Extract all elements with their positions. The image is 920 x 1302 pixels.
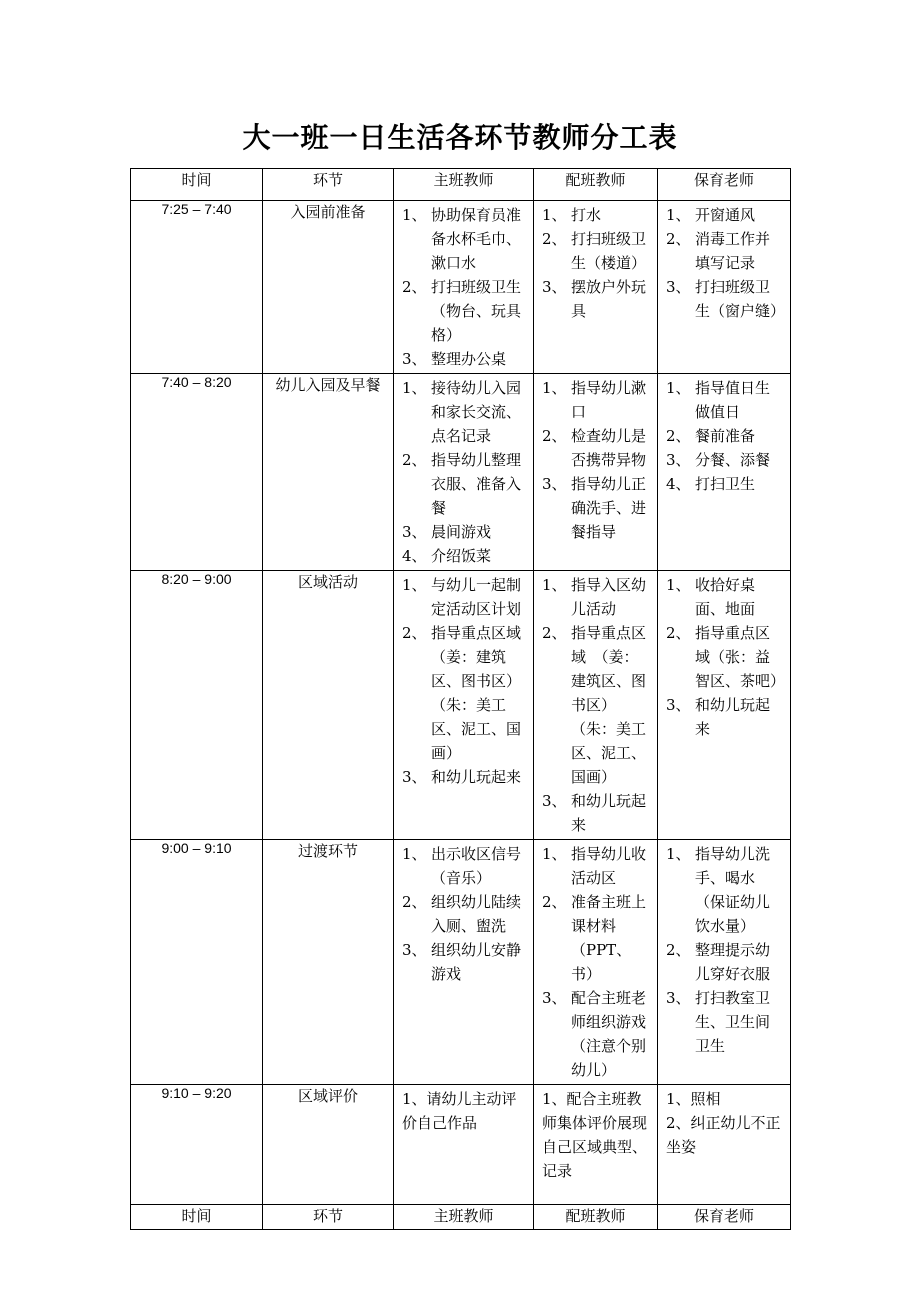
task-number: 2、 <box>402 451 427 469</box>
header-assistant-teacher: 配班教师 <box>534 169 658 201</box>
task-text: 纠正幼儿不正坐姿 <box>666 1114 781 1156</box>
task-number: 3、 <box>402 523 427 541</box>
task-item <box>542 472 651 544</box>
task-item <box>402 573 527 621</box>
task-text: 指导幼儿正确洗手、进餐指导 <box>571 475 647 541</box>
caregiver-task-cell <box>658 374 791 571</box>
task-item <box>542 275 651 323</box>
task-number: 1、 <box>402 1090 427 1108</box>
task-number: 2、 <box>402 278 427 296</box>
table-row <box>131 840 791 1085</box>
task-text: 打扫班级卫生（窗户缝） <box>695 278 786 320</box>
task-number: 3、 <box>402 941 427 959</box>
task-text: 整理提示幼儿穿好衣服 <box>695 941 771 983</box>
header-caregiver: 保育老师 <box>658 169 791 201</box>
task-number: 3、 <box>542 278 567 296</box>
task-item <box>402 203 527 275</box>
segment-cell: 过渡环节 <box>263 840 394 1085</box>
task-item <box>542 1087 651 1183</box>
task-text: 打扫卫生 <box>695 475 756 493</box>
task-text: 配合主班教师集体评价展现自己区域典型、记录 <box>542 1090 648 1180</box>
lead-task-list <box>394 840 533 988</box>
task-item <box>542 376 651 424</box>
caregiver-task-list <box>658 1085 790 1161</box>
task-text: 配合主班老师组织游戏（注意个别幼儿） <box>571 989 647 1079</box>
table-row <box>131 374 791 571</box>
task-number: 3、 <box>666 989 691 1007</box>
caregiver-task-list <box>658 840 790 1060</box>
task-item <box>666 1111 784 1159</box>
task-item <box>542 789 651 837</box>
time-cell: 7:40 – 8:20 <box>131 374 263 571</box>
assistant-task-list <box>534 374 657 546</box>
task-item <box>666 203 784 227</box>
task-item <box>666 472 784 496</box>
task-text: 摆放户外玩具 <box>571 278 647 320</box>
task-number: 1、 <box>542 845 567 863</box>
task-item <box>402 765 527 789</box>
task-number: 3、 <box>402 768 427 786</box>
table-row <box>131 571 791 840</box>
task-number: 2、 <box>666 624 691 642</box>
task-item <box>402 275 527 347</box>
task-item <box>666 573 784 621</box>
task-number: 3、 <box>542 989 567 1007</box>
task-text: 指导入区幼儿活动 <box>571 576 647 618</box>
task-item <box>402 347 527 371</box>
task-number: 3、 <box>666 696 691 714</box>
footer-header-row <box>131 1205 791 1230</box>
task-text: 指导重点区域 （姜：建筑区、图书区）（朱：美工区、泥工、国画） <box>571 624 647 786</box>
caregiver-task-list <box>658 201 790 325</box>
lead-task-list <box>394 571 537 791</box>
task-text: 指导值日生做值日 <box>695 379 771 421</box>
task-text: 指导重点区域（张：益智区、茶吧） <box>695 624 786 690</box>
header-segment: 环节 <box>263 169 394 201</box>
task-item <box>666 424 784 448</box>
lead-task-cell <box>394 201 534 374</box>
task-item <box>666 1087 784 1111</box>
task-text: 打扫班级卫生（楼道） <box>571 230 647 272</box>
task-item <box>402 544 527 568</box>
task-text: 出示收区信号（音乐） <box>431 845 522 887</box>
task-number: 2、 <box>542 893 567 911</box>
task-item <box>666 227 784 275</box>
assistant-task-list <box>534 571 657 839</box>
task-number: 1、 <box>402 845 427 863</box>
footer-header-assistant-teacher: 配班教师 <box>534 1205 658 1230</box>
task-text: 和幼儿玩起来 <box>571 792 647 834</box>
caregiver-task-cell <box>658 1085 791 1205</box>
caregiver-task-list <box>658 571 790 743</box>
task-text: 指导幼儿收活动区 <box>571 845 647 887</box>
table-row <box>131 201 791 374</box>
assistant-task-cell <box>534 1085 658 1205</box>
page-title: 大一班一日生活各环节教师分工表 <box>242 121 678 154</box>
lead-task-cell <box>394 1085 534 1205</box>
task-item <box>402 520 527 544</box>
task-text: 分餐、添餐 <box>695 451 771 469</box>
task-number: 1、 <box>402 379 427 397</box>
task-item <box>542 621 651 789</box>
caregiver-task-cell <box>658 571 791 840</box>
task-number: 2、 <box>542 230 567 248</box>
task-text: 整理办公桌 <box>431 350 507 368</box>
header-time: 时间 <box>131 169 263 201</box>
assistant-task-list <box>534 840 657 1084</box>
task-number: 2、 <box>542 427 567 445</box>
task-number: 2、 <box>666 230 691 248</box>
lead-task-cell <box>394 374 534 571</box>
task-text: 开窗通风 <box>695 206 756 224</box>
task-item <box>402 842 527 890</box>
task-number: 1、 <box>666 1090 691 1108</box>
task-text: 准备主班上课材料 （PPT、书） <box>571 893 647 983</box>
assistant-task-cell <box>534 201 658 374</box>
time-cell: 9:10 – 9:20 <box>131 1085 263 1205</box>
footer-header-time: 时间 <box>131 1205 263 1230</box>
task-text: 组织幼儿安静游戏 <box>431 941 522 983</box>
task-number: 1、 <box>666 379 691 397</box>
task-number: 2、 <box>666 427 691 445</box>
task-text: 指导幼儿洗手、喝水 （保证幼儿饮水量） <box>695 845 771 935</box>
task-item <box>542 842 651 890</box>
assistant-task-list <box>534 1085 657 1185</box>
task-item <box>542 986 651 1082</box>
task-text: 晨间游戏 <box>431 523 492 541</box>
task-item <box>402 448 527 520</box>
task-text: 协助保育员准备水杯毛巾、漱口水 <box>431 206 522 272</box>
task-text: 介绍饭菜 <box>431 547 492 565</box>
task-item <box>666 842 784 938</box>
task-text: 和幼儿玩起来 <box>695 696 771 738</box>
task-item <box>666 376 784 424</box>
segment-cell: 区域评价 <box>263 1085 394 1205</box>
task-item <box>402 376 527 448</box>
lead-task-cell <box>394 571 537 840</box>
task-number: 2、 <box>542 624 567 642</box>
task-number: 2、 <box>666 1114 691 1132</box>
task-item <box>542 203 651 227</box>
task-item <box>402 890 527 938</box>
caregiver-task-list <box>658 374 790 498</box>
task-number: 3、 <box>542 792 567 810</box>
task-item <box>402 938 527 986</box>
task-number: 1、 <box>542 576 567 594</box>
task-number: 3、 <box>402 350 427 368</box>
table-row <box>131 1085 791 1205</box>
task-item <box>402 621 537 765</box>
task-text: 指导幼儿漱口 <box>571 379 647 421</box>
task-item <box>666 621 784 693</box>
task-text: 消毒工作并填写记录 <box>695 230 771 272</box>
time-cell: 7:25 – 7:40 <box>131 201 263 374</box>
task-item <box>542 424 651 472</box>
task-text: 指导重点区域 （姜：建筑区、图书区）（朱：美工区、泥工、国画） <box>431 624 537 762</box>
task-text: 打扫教室卫生、卫生间卫生 <box>695 989 771 1055</box>
footer-header-lead-teacher: 主班教师 <box>394 1205 534 1230</box>
footer-header-caregiver: 保育老师 <box>658 1205 791 1230</box>
segment-cell: 入园前准备 <box>263 201 394 374</box>
task-number: 1、 <box>402 206 427 224</box>
task-text: 组织幼儿陆续入厕、盥洗 <box>431 893 522 935</box>
task-text: 和幼儿玩起来 <box>431 768 522 786</box>
task-number: 1、 <box>402 576 427 594</box>
task-item <box>402 1087 527 1135</box>
task-text: 检查幼儿是否携带异物 <box>571 427 647 469</box>
assistant-task-cell <box>534 374 658 571</box>
assistant-task-cell <box>534 571 658 840</box>
task-text: 餐前准备 <box>695 427 756 445</box>
task-item <box>666 693 784 741</box>
header-lead-teacher: 主班教师 <box>394 169 534 201</box>
lead-task-cell <box>394 840 534 1085</box>
task-text: 打扫班级卫生（物台、玩具格） <box>431 278 522 344</box>
task-item <box>542 890 651 986</box>
schedule-table <box>130 168 791 1230</box>
lead-task-list <box>394 374 533 570</box>
task-number: 4、 <box>666 475 691 493</box>
task-number: 1、 <box>666 576 691 594</box>
task-text: 指导幼儿整理衣服、准备入餐 <box>431 451 522 517</box>
time-cell: 8:20 – 9:00 <box>131 571 263 840</box>
lead-task-list <box>394 201 533 373</box>
task-text: 打水 <box>571 206 602 224</box>
task-text: 照相 <box>690 1090 721 1108</box>
caregiver-task-cell <box>658 201 791 374</box>
task-number: 1、 <box>666 845 691 863</box>
segment-cell: 区域活动 <box>263 571 394 840</box>
caregiver-task-cell <box>658 840 791 1085</box>
task-text: 收拾好桌面、地面 <box>695 576 756 618</box>
task-number: 1、 <box>542 379 567 397</box>
schedule-body <box>131 201 791 1205</box>
task-number: 1、 <box>542 1090 567 1108</box>
task-number: 3、 <box>666 451 691 469</box>
time-cell: 9:00 – 9:10 <box>131 840 263 1085</box>
task-item <box>666 938 784 986</box>
task-item <box>666 448 784 472</box>
task-number: 1、 <box>542 206 567 224</box>
task-number: 3、 <box>542 475 567 493</box>
task-text: 接待幼儿入园和家长交流、点名记录 <box>431 379 522 445</box>
task-number: 1、 <box>666 206 691 224</box>
task-text: 请幼儿主动评价自己作品 <box>402 1090 517 1132</box>
assistant-task-cell <box>534 840 658 1085</box>
task-item <box>542 227 651 275</box>
assistant-task-list <box>534 201 657 325</box>
task-item <box>542 573 651 621</box>
task-item <box>666 986 784 1058</box>
footer-header-segment: 环节 <box>263 1205 394 1230</box>
task-item <box>666 275 784 323</box>
task-number: 2、 <box>402 624 427 642</box>
lead-task-list <box>394 1085 533 1137</box>
task-number: 2、 <box>666 941 691 959</box>
header-row <box>131 169 791 201</box>
task-number: 2、 <box>402 893 427 911</box>
segment-cell: 幼儿入园及早餐 <box>263 374 394 571</box>
task-number: 4、 <box>402 547 427 565</box>
task-number: 3、 <box>666 278 691 296</box>
task-text: 与幼儿一起制定活动区计划 <box>431 576 522 618</box>
